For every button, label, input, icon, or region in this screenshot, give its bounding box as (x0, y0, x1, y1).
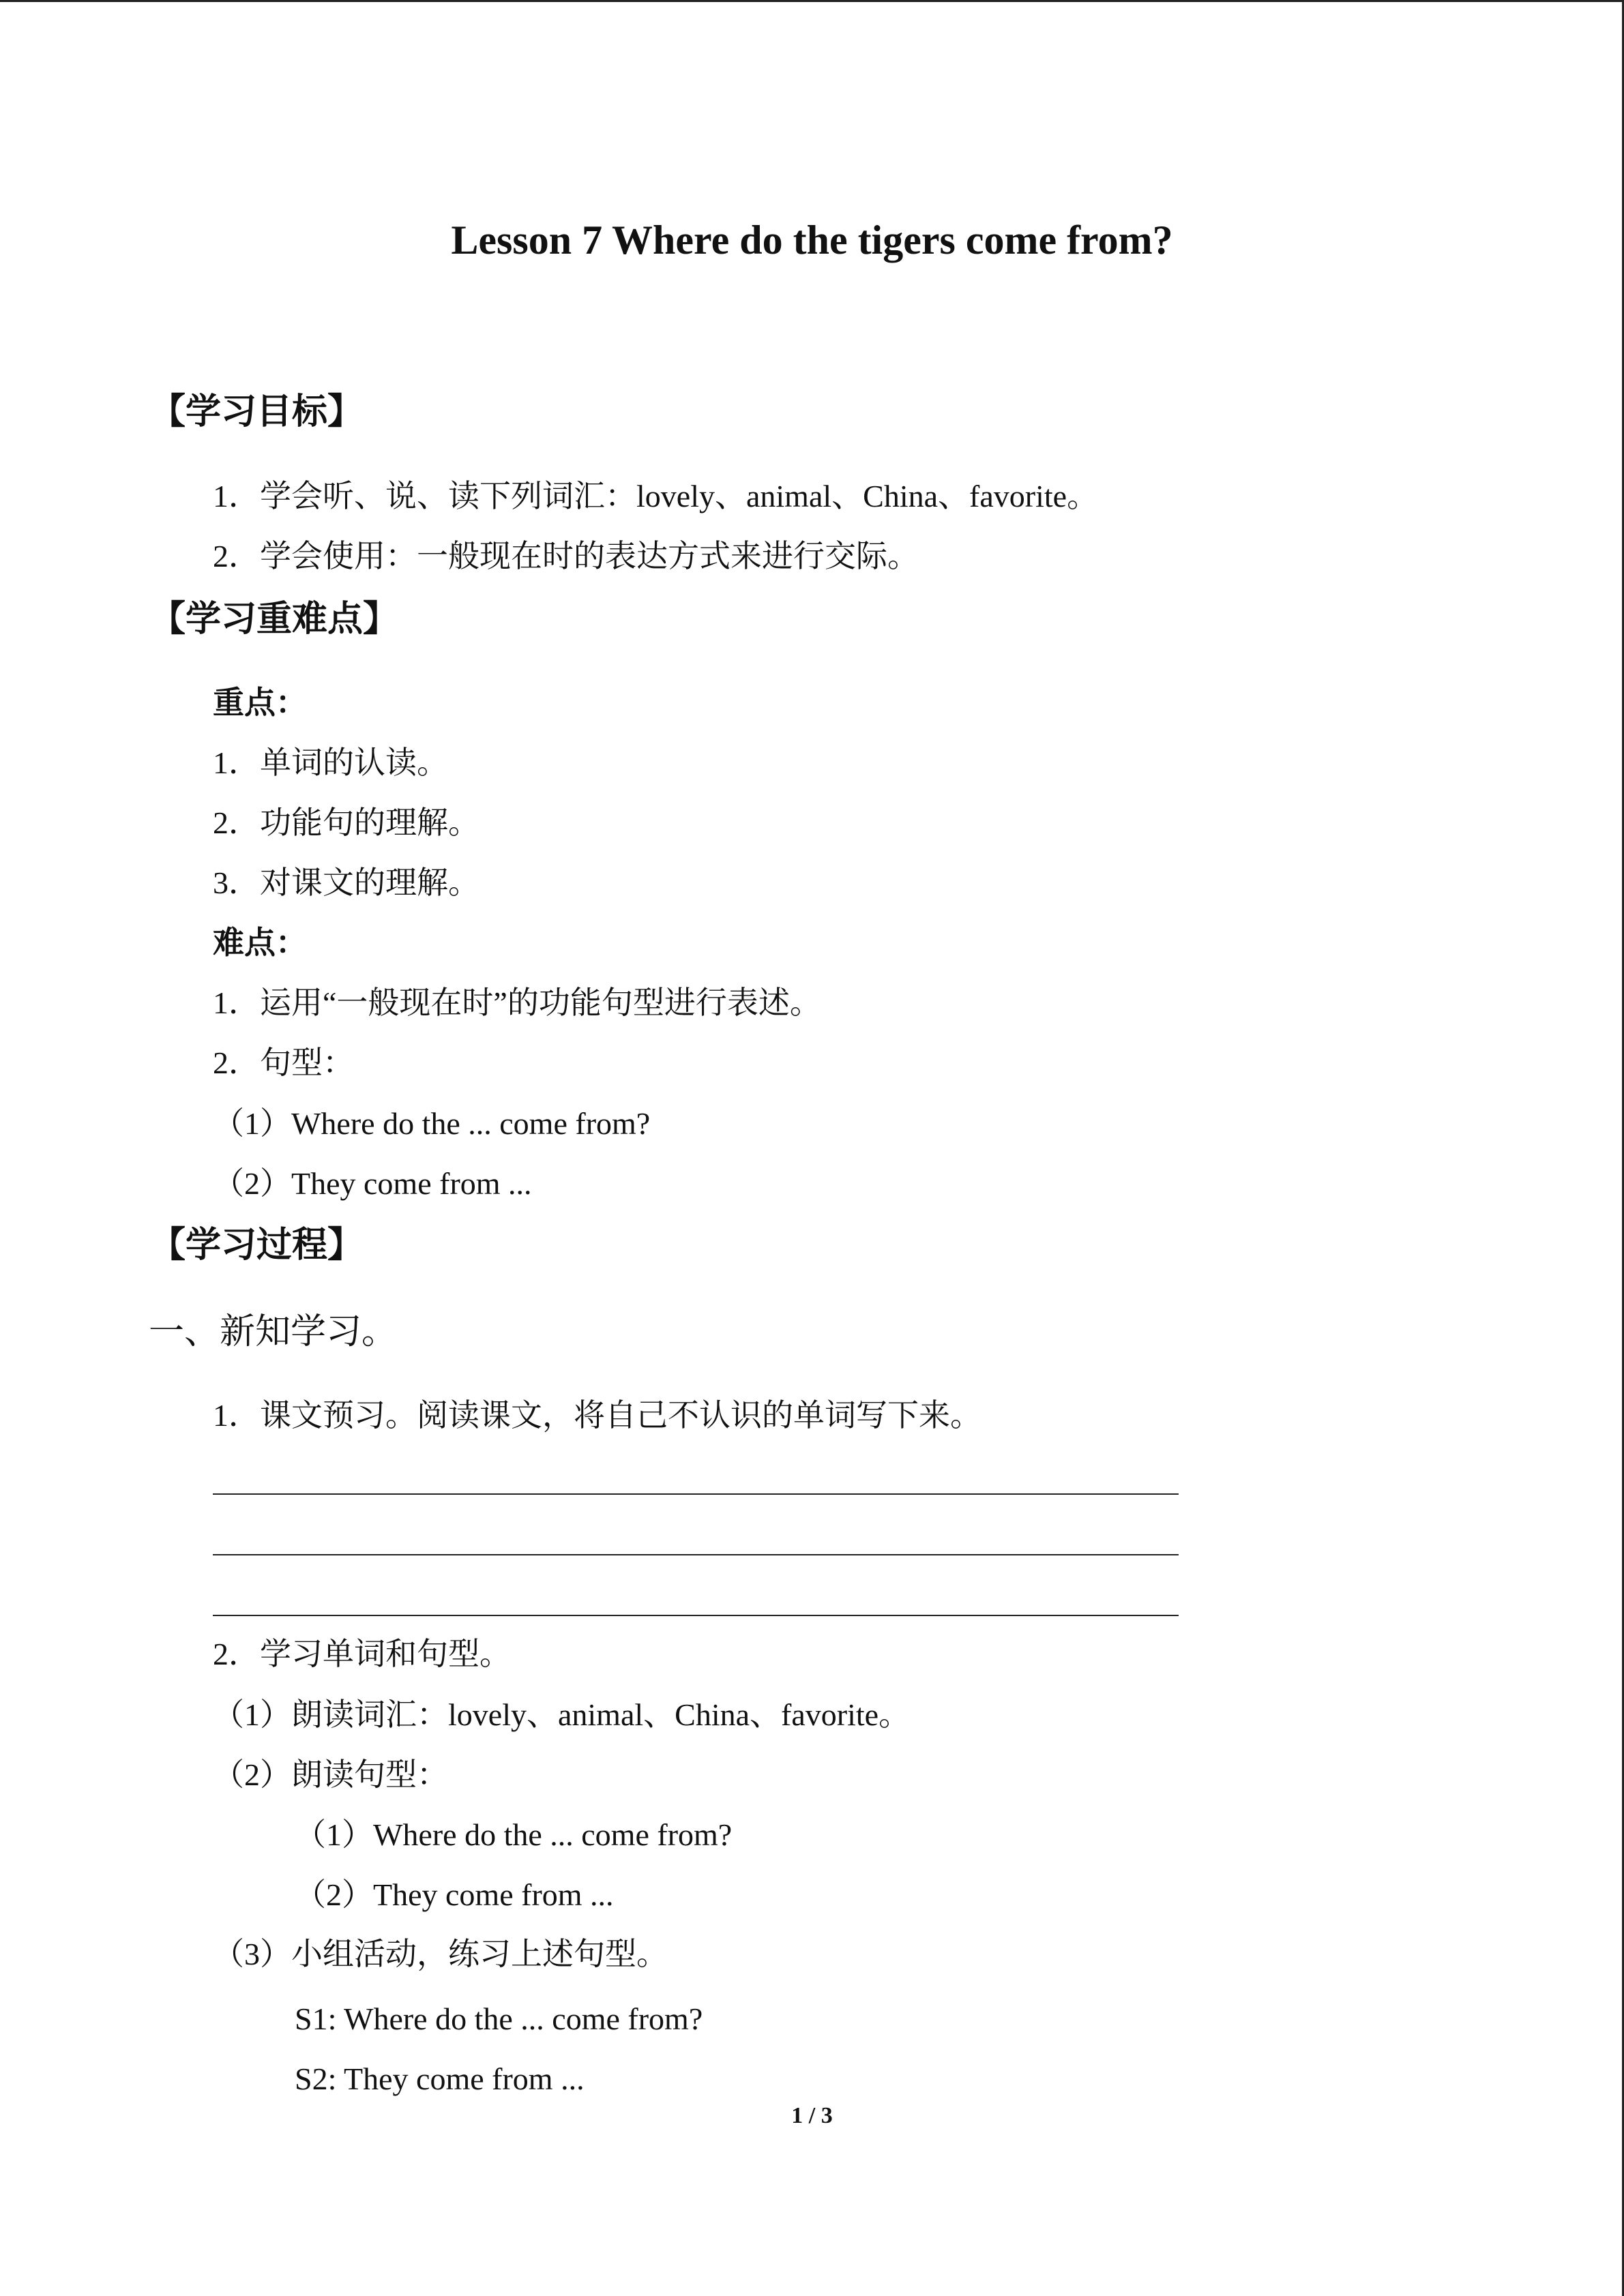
focus-item-2: 2．功能句的理解。 (213, 805, 479, 840)
process-heading: 【学习过程】 (150, 1225, 364, 1266)
difficulty-label: 难点： (213, 925, 307, 960)
difficulty-pattern-2: （2）They come from ... (213, 1166, 532, 1201)
key-points-heading: 【学习重难点】 (150, 599, 399, 640)
group-activity-item: （3）小组活动，练习上述句型。 (213, 1937, 668, 1971)
focus-label: 重点： (213, 685, 307, 720)
page-number: 1 / 3 (791, 2103, 833, 2128)
read-vocab-item: （1）朗读词汇：lovely、animal、China、favorite。 (213, 1697, 911, 1732)
objective-item-1: 1．学会听、说、读下列词汇：lovely、animal、China、favorite。 (213, 479, 1099, 513)
difficulty-item-1: 1．运用“一般现在时”的功能句型进行表述。 (213, 985, 821, 1020)
study-heading: 2．学习单词和句型。 (213, 1637, 511, 1671)
dialogue-line-s2: S2: They come from ... (295, 2061, 585, 2096)
sentence-pattern-1: （1）Where do the ... come from? (295, 1817, 733, 1852)
difficulty-item-2: 2．句型： (213, 1045, 354, 1080)
answer-blank-line-3 (213, 1615, 1179, 1616)
answer-blank-line-1 (213, 1493, 1179, 1495)
focus-item-1: 1．单词的认读。 (213, 745, 448, 780)
objective-item-2: 2．学会使用：一般现在时的表达方式来进行交际。 (213, 539, 919, 573)
difficulty-pattern-1: （1）Where do the ... come from? (213, 1106, 651, 1141)
preview-instruction: 1．课文预习。阅读课文，将自己不认识的单词写下来。 (213, 1398, 981, 1433)
page-top-border (0, 0, 1624, 2)
part-one-heading: 一、新知学习。 (149, 1313, 398, 1352)
answer-blank-line-2 (213, 1554, 1179, 1555)
read-sentences-item: （2）朗读句型： (213, 1757, 448, 1792)
document-title: Lesson 7 Where do the tigers come from? (451, 218, 1173, 263)
dialogue-line-s1: S1: Where do the ... come from? (295, 2001, 703, 2036)
objectives-heading: 【学习目标】 (150, 391, 364, 432)
sentence-pattern-2: （2）They come from ... (295, 1877, 614, 1912)
focus-item-3: 3．对课文的理解。 (213, 865, 479, 900)
